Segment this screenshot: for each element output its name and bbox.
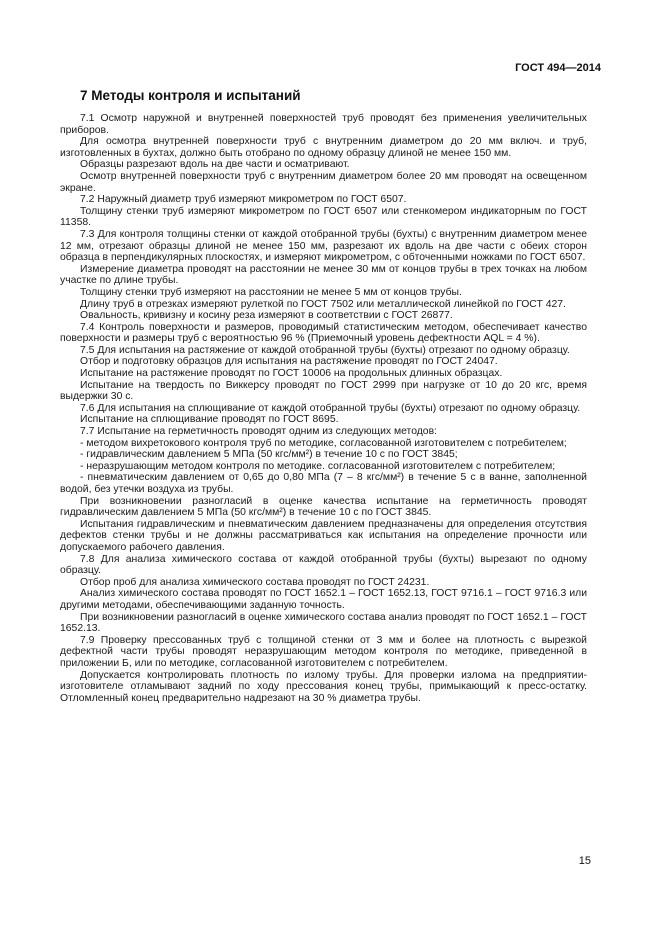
paragraph: Испытания гидравлическим и пневматическим давлением предназначены для определения отсутствия дефектов стенки трубы и не должны рассматриваться как испытания на определение прочности или допускаемого рабочего давления.	[60, 518, 587, 553]
paragraph: Толщину стенки труб измеряют микрометром по ГОСТ 6507 или стенкомером индикаторным по ГОСТ 11358.	[60, 205, 587, 229]
paragraph: - неразрушающим методом контроля по методике. согласованной изготовителем с потребителем;	[80, 460, 556, 472]
paragraph: 7.9 Проверку прессованных труб с толщиной стенки от 3 мм и более на плотность с вырезкой дефектной части трубы проводят неразрушающим методом контроля по методике, приведенной в приложении Б, или по методике, согласованной изготовителем с потребителем.	[60, 634, 587, 669]
paragraph: - пневматическим давлением от 0,65 до 0,80 МПа (7 – 8 кгс/мм²) в течение 5 с в ванне, заполненной водой, без утечки воздуха из трубы.	[60, 472, 587, 495]
paragraph: Допускается контролировать плотность по излому трубы. Для проверки излома на предприятии-изготовителе отламывают задний по ходу прессования конец трубы, примыкающий к пресс-остатку. Отломленный конец предварительно надрезают на 30 % диаметра трубы.	[60, 669, 587, 704]
paragraph: Измерение диаметра проводят на расстоянии не менее 30 мм от концов трубы в трех точках на любом участке по длине трубы.	[60, 263, 587, 287]
paragraph: 7.6 Для испытания на сплющивание от каждой отобранной трубы (бухты) отрезают по одному образцу.	[80, 402, 581, 414]
document-code: ГОСТ 494—2014	[515, 62, 601, 74]
paragraph: - гидравлическим давлением 5 МПа (50 кгс/мм²) в течение 10 с по ГОСТ 3845;	[80, 449, 458, 461]
paragraph: 7.7 Испытание на герметичность проводят одним из следующих методов:	[80, 426, 437, 438]
paragraph: 7.3 Для контроля толщины стенки от каждой отобранной трубы (бухты) с внутренним диаметром менее 12 мм, отрезают образцы длиной не менее 150 мм, разрезают их вдоль на две части с обеих сторон образца в перпендикулярных плоскостях, и измеряют микрометром, с обточенными ножками по ГОСТ 6507.	[60, 228, 587, 264]
paragraph: - методом вихретокового контроля труб по методике, согласованной изготовителем с потребителем;	[80, 437, 567, 449]
paragraph: Толщину стенки труб измеряют на расстоянии не менее 5 мм от концов трубы.	[80, 286, 462, 298]
paragraph: Овальность, кривизну и косину реза измеряют в соответствии с ГОСТ 26877.	[80, 310, 453, 322]
paragraph: Длину труб в отрезках измеряют рулеткой по ГОСТ 7502 или металлической линейкой по ГОСТ 427.	[80, 298, 566, 310]
paragraph: Отбор проб для анализа химического состава проводят по ГОСТ 24231.	[80, 576, 430, 588]
paragraph: Осмотр внутренней поверхности труб с внутренним диаметром более 20 мм проводят на освещенном экране.	[60, 170, 587, 194]
paragraph: Испытание на твердость по Виккерсу проводят по ГОСТ 2999 при нагрузке от 10 до 20 кгс, время выдержки 30 с.	[60, 379, 587, 403]
paragraph: Образцы разрезают вдоль на две части и осматривают.	[80, 159, 350, 171]
paragraph: 7.5 Для испытания на растяжение от каждой отобранной трубы (бухты) отрезают по одному образцу.	[80, 344, 570, 356]
paragraph: Анализ химического состава проводят по ГОСТ 1652.1 – ГОСТ 1652.13, ГОСТ 9716.1 – ГОСТ 9716.3 или другими методами, обеспечивающими заданную точность.	[60, 588, 587, 611]
paragraph: Испытание на сплющивание проводят по ГОСТ 8695.	[80, 414, 339, 426]
section-title: 7 Методы контроля и испытаний	[80, 88, 301, 103]
paragraph: 7.8 Для анализа химического состава от каждой отобранной трубы (бухты) вырезают по одному образцу.	[60, 553, 587, 577]
paragraph: Испытание на растяжение проводят по ГОСТ 10006 на продольных длинных образцах.	[80, 368, 503, 380]
section-body	[60, 113, 587, 704]
paragraph: Для осмотра внутренней поверхности труб с внутренним диаметром до 20 мм включ. и труб, изготовленных в бухтах, должно быть отобрано по одному образцу длиной не менее 150 мм.	[60, 136, 587, 159]
paragraph: 7.2 Наружный диаметр труб измеряют микрометром по ГОСТ 6507.	[80, 194, 407, 206]
page-number: 15	[578, 855, 591, 867]
paragraph: При возникновении разногласий в оценке качества испытание на герметичность проводят гидравлическим давлением 5 МПа (50 кгс/мм²) в течение 10 с по ГОСТ 3845.	[60, 495, 587, 519]
paragraph: 7.1 Осмотр наружной и внутренней поверхностей труб проводят без применения увеличительных приборов.	[60, 113, 587, 136]
paragraph: При возникновении разногласий в оценке химического состава анализ проводят по ГОСТ 1652.1 – ГОСТ 1652.13.	[60, 611, 587, 635]
paragraph: 7.4 Контроль поверхности и размеров, проводимый статистическим методом, обеспечивает качество поверхности и размеры труб с вероятностью 96 % (Приемочный уровень дефектности AQL = 4 %).	[60, 321, 587, 345]
paragraph: Отбор и подготовку образцов для испытания на растяжение проводят по ГОСТ 24047.	[80, 356, 498, 368]
